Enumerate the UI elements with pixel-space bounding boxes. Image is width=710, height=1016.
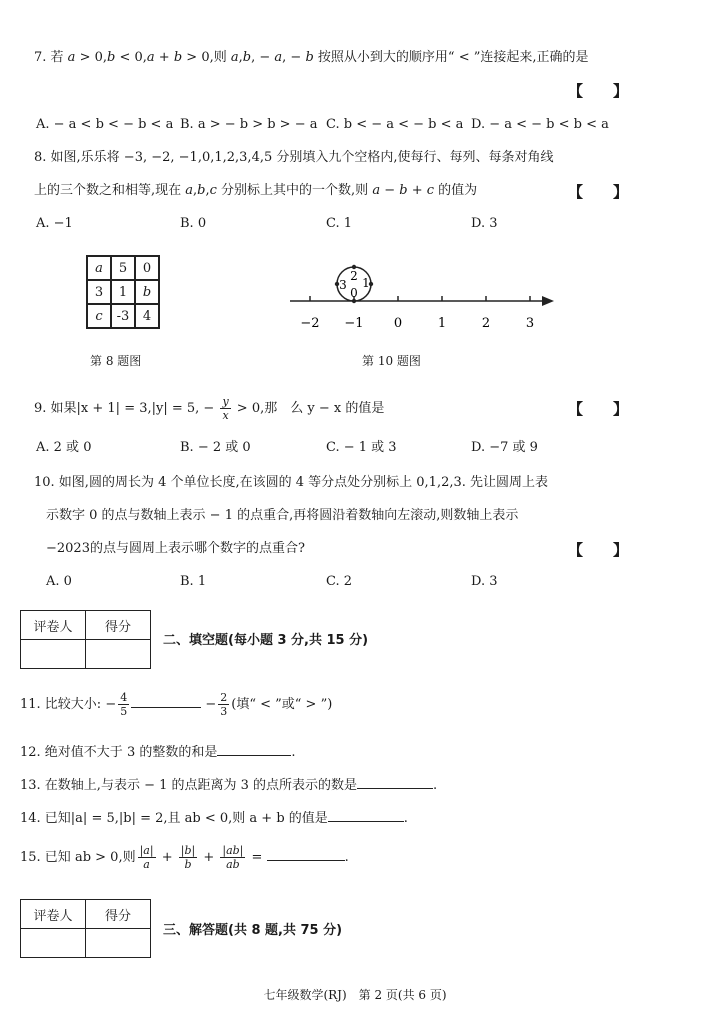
answer-blank[interactable] <box>328 807 404 822</box>
axis-arrow-icon <box>542 296 554 306</box>
score-label: 得分 <box>86 900 151 929</box>
q8-option-d: D. 3 <box>471 216 498 231</box>
page-footer: 七年级数学(RJ) 第 2 页(共 6 页) <box>263 988 447 1002</box>
q10-option-d: D. 3 <box>471 574 498 589</box>
grid-cell: -3 <box>111 304 135 328</box>
q14-stem: 14. 已知|a| = 5,|b| = 2,且 ab < 0,则 a + b 的值是 . <box>20 807 408 829</box>
magic-square-figure <box>86 255 160 329</box>
q7-option-a: A. − a < b < − b < a <box>36 117 174 132</box>
tick-label: −1 <box>344 316 364 331</box>
q7-option-b: B. a > − b > b > − a <box>180 117 318 132</box>
q10-stem-line3: −2023的点与圆周上表示哪个数字的点重合? <box>46 541 305 556</box>
q9-option-b: B. − 2 或 0 <box>180 440 251 455</box>
q7-option-d: D. − a < − b < b < a <box>471 117 609 132</box>
circle-label: 3 <box>339 278 347 292</box>
grader-cell <box>21 640 86 669</box>
answer-blank[interactable] <box>267 846 345 861</box>
tick-label: −2 <box>300 316 320 331</box>
answer-blank[interactable] <box>217 741 291 756</box>
q9-option-d: D. −7 或 9 <box>471 440 538 455</box>
tick-label: 2 <box>481 316 491 331</box>
q10-answer-bracket: 【 】 <box>568 541 629 559</box>
q9-option-a: A. 2 或 0 <box>36 440 92 455</box>
score-cell <box>86 929 151 958</box>
q7-option-c: C. b < − a < − b < a <box>326 117 464 132</box>
score-label: 得分 <box>86 611 151 640</box>
q9-option-c: C. − 1 或 3 <box>326 440 397 455</box>
answer-blank[interactable] <box>131 693 201 708</box>
q13-stem: 13. 在数轴上,与表示 − 1 的点距离为 3 的点所表示的数是 . <box>20 774 437 796</box>
q8-option-c: C. 1 <box>326 216 353 231</box>
answer-blank[interactable] <box>357 774 433 789</box>
tick-label: 1 <box>437 316 447 331</box>
grid-cell: c <box>87 304 111 328</box>
q7-answer-bracket: 【 】 <box>568 82 629 100</box>
tick-label: 3 <box>525 316 535 331</box>
grading-box-section3 <box>20 899 151 958</box>
grid-cell: 4 <box>135 304 159 328</box>
grader-cell <box>21 929 86 958</box>
q9-answer-bracket: 【 】 <box>568 400 629 418</box>
figure10-caption: 第 10 题图 <box>362 354 421 368</box>
grader-label: 评卷人 <box>21 900 86 929</box>
grid-cell: 1 <box>111 280 135 304</box>
grading-box-section2 <box>20 610 151 669</box>
section2-title: 二、填空题(每小题 3 分,共 15 分) <box>163 633 369 648</box>
q15-stem: 15. 已知 ab > 0,则 $\frac{|a|}{a}$ + $\frac{|b|}{b}$ + $\frac{|ab|}{ab}$ = . <box>20 844 349 871</box>
q7-stem: 7. 若 a > 0,b < 0,a + b > 0,则 a,b, − a, − b 按照从小到大的顺序用“ < ”连接起来,正确的是 <box>34 50 589 65</box>
q8-stem-line2: 上的三个数之和相等,现在 a,b,c 分别标上其中的一个数,则 a − b + c 的值为 <box>34 183 478 198</box>
grid-cell: 0 <box>135 256 159 280</box>
q12-stem: 12. 绝对值不大于 3 的整数的和是 . <box>20 741 295 763</box>
number-line-figure <box>280 255 570 335</box>
q9-stem: 9. 如果|x + 1| = 3,|y| = 5, − $\frac{y}{x}$ > 0,那 么 y − x 的值是 <box>34 395 385 422</box>
q8-option-a: A. −1 <box>36 216 73 231</box>
q11-stem: 11. 比较大小: − $\frac{4}{5}$ − $\frac{2}{3}$ (填“ < ”或“ > ”) <box>20 691 333 718</box>
grid-cell: 5 <box>111 256 135 280</box>
grid-cell: b <box>135 280 159 304</box>
tick-label: 0 <box>393 316 403 331</box>
grader-label: 评卷人 <box>21 611 86 640</box>
figure8-caption: 第 8 题图 <box>90 354 142 368</box>
circle-label: 0 <box>350 286 358 300</box>
score-cell <box>86 640 151 669</box>
q8-stem-line1: 8. 如图,乐乐将 −3, −2, −1,0,1,2,3,4,5 分别填入九个空格内,使每行、每列、每条对角线 <box>34 150 554 165</box>
grid-cell: 3 <box>87 280 111 304</box>
grid-cell: a <box>87 256 111 280</box>
section3-title: 三、解答题(共 8 题,共 75 分) <box>163 923 343 938</box>
q10-option-a: A. 0 <box>46 574 72 589</box>
q10-option-b: B. 1 <box>180 574 207 589</box>
circle-label: 1 <box>362 276 370 290</box>
q10-stem-line2: 示数字 0 的点与数轴上表示 − 1 的点重合,再将圆沿着数轴向左滚动,则数轴上表示 <box>46 508 519 523</box>
circle-label: 2 <box>350 269 358 283</box>
q8-answer-bracket: 【 】 <box>568 183 629 201</box>
q10-stem-line1: 10. 如图,圆的周长为 4 个单位长度,在该圆的 4 等分点处分别标上 0,1,2,3. 先让圆周上表 <box>34 475 549 490</box>
q8-option-b: B. 0 <box>180 216 207 231</box>
q10-option-c: C. 2 <box>326 574 353 589</box>
